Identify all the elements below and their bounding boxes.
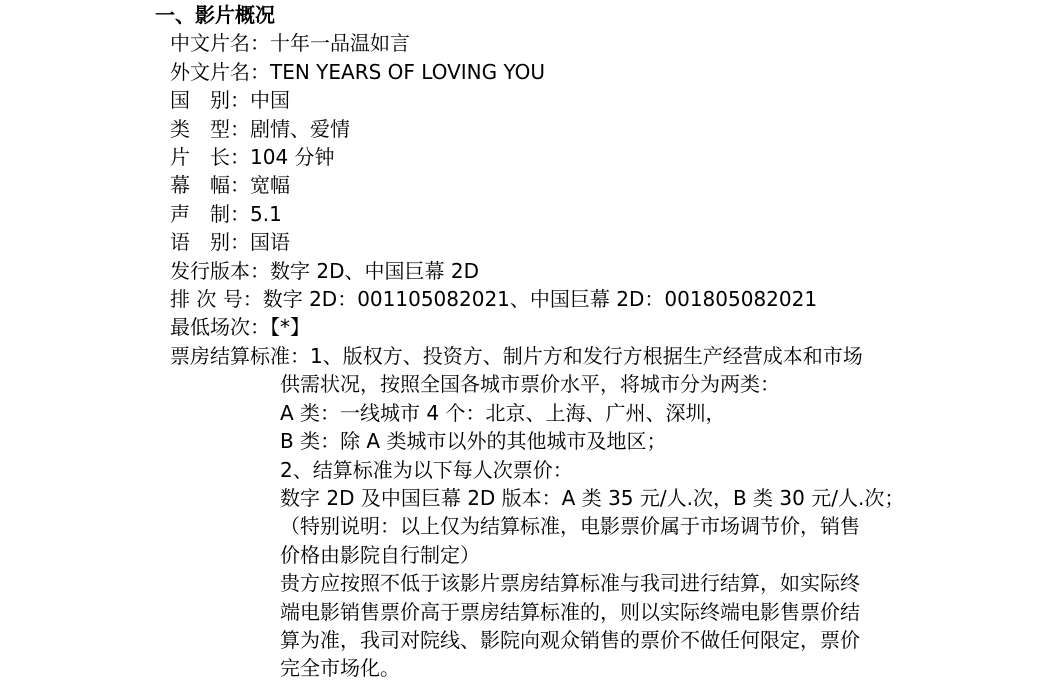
info-label: 排 次 号： [170, 287, 263, 312]
info-label: 片 长： [170, 145, 250, 170]
info-line-country [170, 86, 1056, 114]
info-label: 中文片名： [170, 31, 270, 56]
info-label: 国 别： [170, 88, 250, 113]
info-label: 发行版本： [170, 258, 270, 283]
info-line-serial-number [170, 285, 1056, 313]
settlement-line: 端电影销售票价高于票房结算标准的，则以实际终端电影售票价结 [280, 599, 860, 624]
settlement-line: 供需状况，按照全国各城市票价水平，将城市分为两类： [280, 372, 780, 397]
info-value: 十年一品温如言 [270, 31, 410, 56]
settlement-standard-paragraph [170, 342, 1056, 683]
info-line-genre [170, 115, 1056, 143]
info-label: 外文片名： [170, 59, 270, 84]
info-line-sound-format [170, 200, 1056, 228]
info-value: 中国 [250, 88, 290, 113]
settlement-label: 票房结算标准： [170, 343, 310, 368]
info-line-release-versions [170, 257, 1056, 285]
info-line-chinese-title [170, 29, 1056, 57]
info-label: 幕 幅： [170, 173, 250, 198]
info-label: 声 制： [170, 201, 250, 226]
info-line-language [170, 228, 1056, 256]
info-value: 数字 2D：001105082021、中国巨幕 2D：001805082021 [262, 287, 818, 312]
info-line-screen-format [170, 171, 1056, 199]
section-heading: 一、影片概况 [155, 3, 275, 27]
info-line-foreign-title [170, 58, 1056, 86]
info-value: 104 分钟 [250, 145, 335, 170]
settlement-line-note: （特别说明：以上仅为结算标准，电影票价属于市场调节价，销售 [280, 514, 860, 539]
settlement-line-class-b: B 类：除 A 类城市以外的其他城市及地区； [280, 429, 667, 454]
settlement-line: 完全市场化。 [280, 656, 400, 681]
settlement-text: 1、版权方、投资方、制片方和发行方根据生产经营成本和市场 [310, 343, 863, 368]
settlement-line: 算为准，我司对院线、影院向观众销售的票价不做任何限定，票价 [280, 627, 860, 652]
info-label: 类 型： [170, 116, 250, 141]
info-value: 宽幅 [250, 173, 290, 198]
settlement-first-line [170, 342, 1056, 370]
info-line-runtime [170, 143, 1056, 171]
info-value: 5.1 [250, 201, 282, 226]
info-value: TEN YEARS OF LOVING YOU [270, 59, 545, 84]
settlement-line: 2、结算标准为以下每人次票价： [280, 457, 573, 482]
info-label: 语 别： [170, 230, 250, 255]
info-value: 国语 [250, 230, 290, 255]
settlement-line-prices: 数字 2D 及中国巨幕 2D 版本：A 类 35 元/人.次，B 类 30 元/人.次； [280, 485, 905, 510]
info-label: 最低场次： [170, 315, 270, 340]
settlement-line-note: 价格由影院自行制定） [280, 542, 480, 567]
info-value: 【*】 [270, 315, 310, 340]
info-value: 剧情、爱情 [250, 116, 350, 141]
info-value: 数字 2D、中国巨幕 2D [270, 258, 479, 283]
info-line-minimum-screenings [170, 313, 1056, 341]
settlement-line-class-a: A 类：一线城市 4 个：北京、上海、广州、深圳， [280, 400, 726, 425]
settlement-line: 贵方应按照不低于该影片票房结算标准与我司进行结算，如实际终 [280, 571, 860, 596]
